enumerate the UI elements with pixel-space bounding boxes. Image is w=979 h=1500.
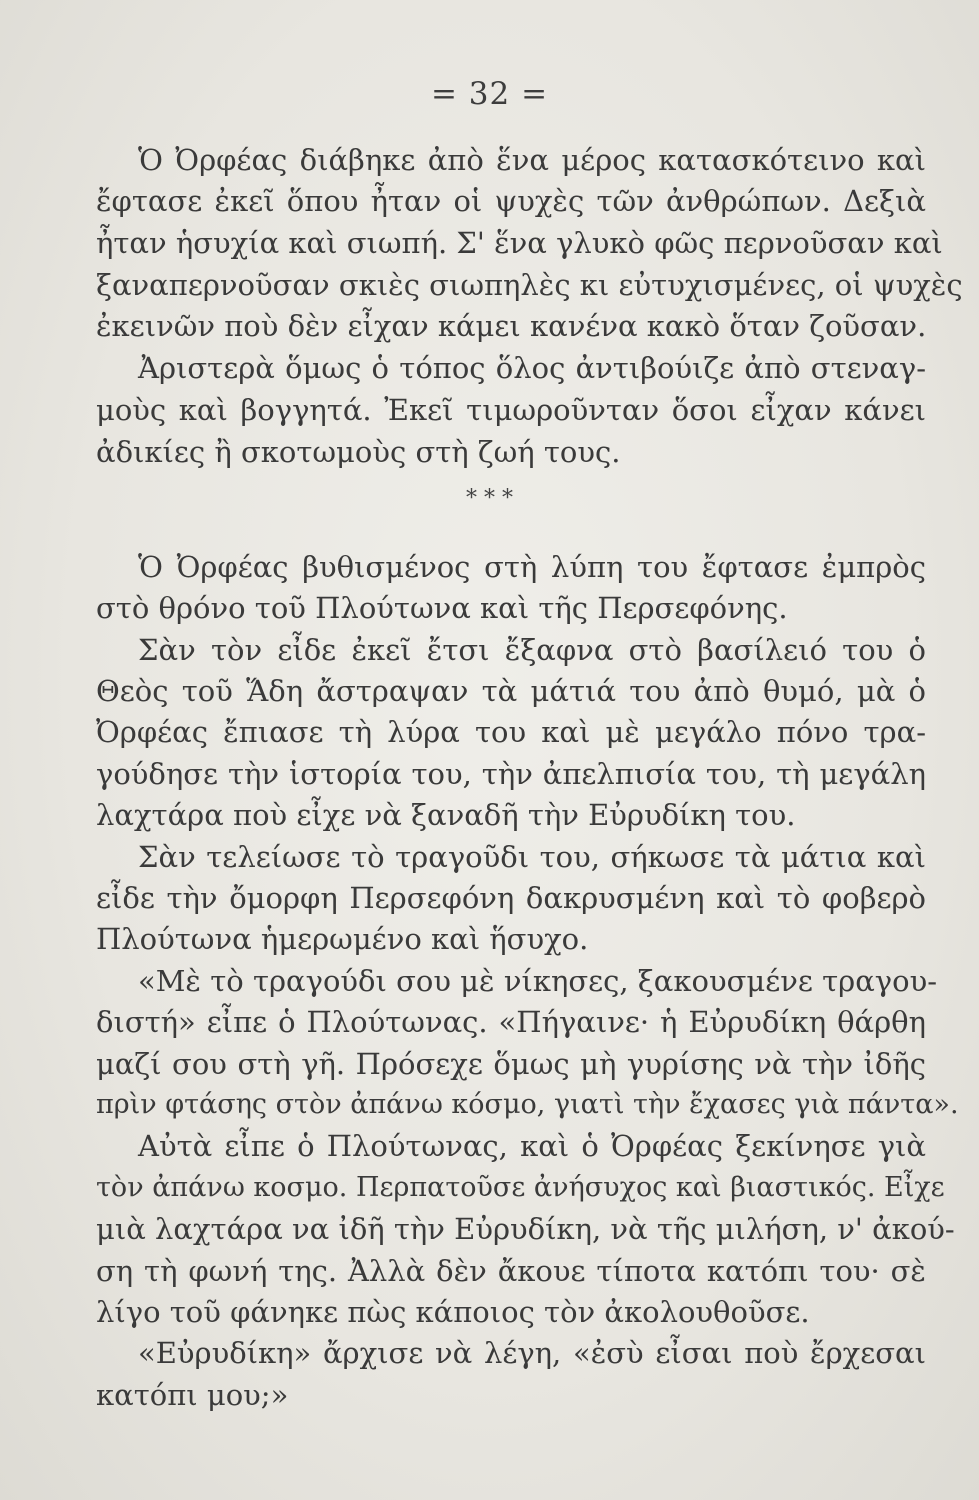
page-number: = 32 = [430, 76, 549, 112]
text-line: Ὀρφέας ἔπιασε τὴ λύρα του καὶ μὲ μεγάλο πόνο τρα- [96, 715, 926, 749]
text-line: Θεὸς τοῦ Ἅδη ἄστραψαν τὰ μάτιά του ἀπὸ θυμό, μὰ ὁ [96, 674, 926, 708]
text-line: Σὰν τελείωσε τὸ τραγοῦδι του, σήκωσε τὰ μάτια καὶ [138, 840, 926, 874]
text-line: Ὁ Ὀρφέας βυθισμένος στὴ λύπη του ἔφτασε ἐμπρὸς [138, 550, 926, 584]
text-line: γούδησε τὴν ἱστορία του, τὴν ἀπελπισία του, τὴ μεγάλη [96, 757, 926, 791]
text-line: ἦταν ἡσυχία καὶ σιωπή. Σ' ἕνα γλυκὸ φῶς περνοῦσαν καὶ [96, 226, 943, 260]
text-line: Σὰν τὸν εἶδε ἐκεῖ ἔτσι ἔξαφνα στὸ βασίλειό του ὁ [138, 633, 926, 667]
text-line: τὸν ἀπάνω κοσμο. Περπατοῦσε ἀνήσυχος καὶ βιαστικός. Εἶχε [96, 1172, 945, 1203]
text-line: μιὰ λαχτάρα να ἰδῆ τὴν Εὐρυδίκη, νὰ τῆς μιλήση, ν' ἀκού- [96, 1212, 955, 1246]
text-line: «Μὲ τὸ τραγούδι σου μὲ νίκησες, ξακουσμένε τραγου- [138, 964, 938, 998]
text-line: ἔφτασε ἐκεῖ ὅπου ἦταν οἱ ψυχὲς τῶν ἀνθρώπων. Δεξιὰ [96, 184, 926, 218]
text-line: Πλούτωνα ἡμερωμένο καὶ ἥσυχο. [96, 922, 589, 956]
text-line: ξαναπερνοῦσαν σκιὲς σιωπηλὲς κι εὐτυχισμένες, οἱ ψυχὲς [96, 268, 963, 302]
text-line: λίγο τοῦ φάνηκε πὼς κάποιος τὸν ἀκολουθοῦσε. [96, 1295, 810, 1329]
text-line: μαζί σου στὴ γῆ. Πρόσεχε ὅμως μὴ γυρίσης νὰ τὴν ἰδῆς [96, 1047, 926, 1081]
text-line: ἐκεινῶν ποὺ δὲν εἶχαν κάμει κανένα κακὸ ὅταν ζοῦσαν. [96, 309, 927, 343]
text-line: εἶδε τὴν ὄμορφη Περσεφόνη δακρυσμένη καὶ τὸ φοβερὸ [96, 881, 926, 915]
text-line: στὸ θρόνο τοῦ Πλούτωνα καὶ τῆς Περσεφόνης. [96, 591, 788, 625]
text-line: κατόπι μου;» [96, 1378, 289, 1412]
text-line: Αὐτὰ εἶπε ὁ Πλούτωνας, καὶ ὁ Ὀρφέας ξεκίνησε γιὰ [138, 1129, 926, 1163]
text-line: μοὺς καὶ βογγητά. Ἐκεῖ τιμωροῦνταν ὅσοι εἶχαν κάνει [96, 393, 926, 427]
text-line: διστή» εἶπε ὁ Πλούτωνας. «Πήγαινε· ἡ Εὐρυδίκη θάρθη [96, 1005, 926, 1039]
text-line: ση τὴ φωνή της. Ἀλλὰ δὲν ἄκουε τίποτα κατόπι του· σὲ [96, 1254, 926, 1288]
text-line: Ὁ Ὀρφέας διάβηκε ἀπὸ ἕνα μέρος κατασκότεινο καὶ [138, 143, 926, 177]
text-line: λαχτάρα ποὺ εἶχε νὰ ξαναδῆ τὴν Εὐρυδίκη του. [96, 798, 796, 832]
text-line: πρὶν φτάσης στὸν ἀπάνω κόσμο, γιατὶ τὴν ἔχασες γιὰ πάντα». [96, 1089, 959, 1120]
section-separator: * * * [466, 486, 513, 511]
text-line: ἀδικίες ἢ σκοτωμοὺς στὴ ζωή τους. [96, 435, 621, 469]
text-line: Ἀριστερὰ ὅμως ὁ τόπος ὅλος ἀντιβούιζε ἀπὸ στεναγ- [138, 351, 926, 385]
text-line: «Εὐρυδίκη» ἄρχισε νὰ λέγη, «ἐσὺ εἶσαι ποὺ ἔρχεσαι [138, 1336, 926, 1370]
